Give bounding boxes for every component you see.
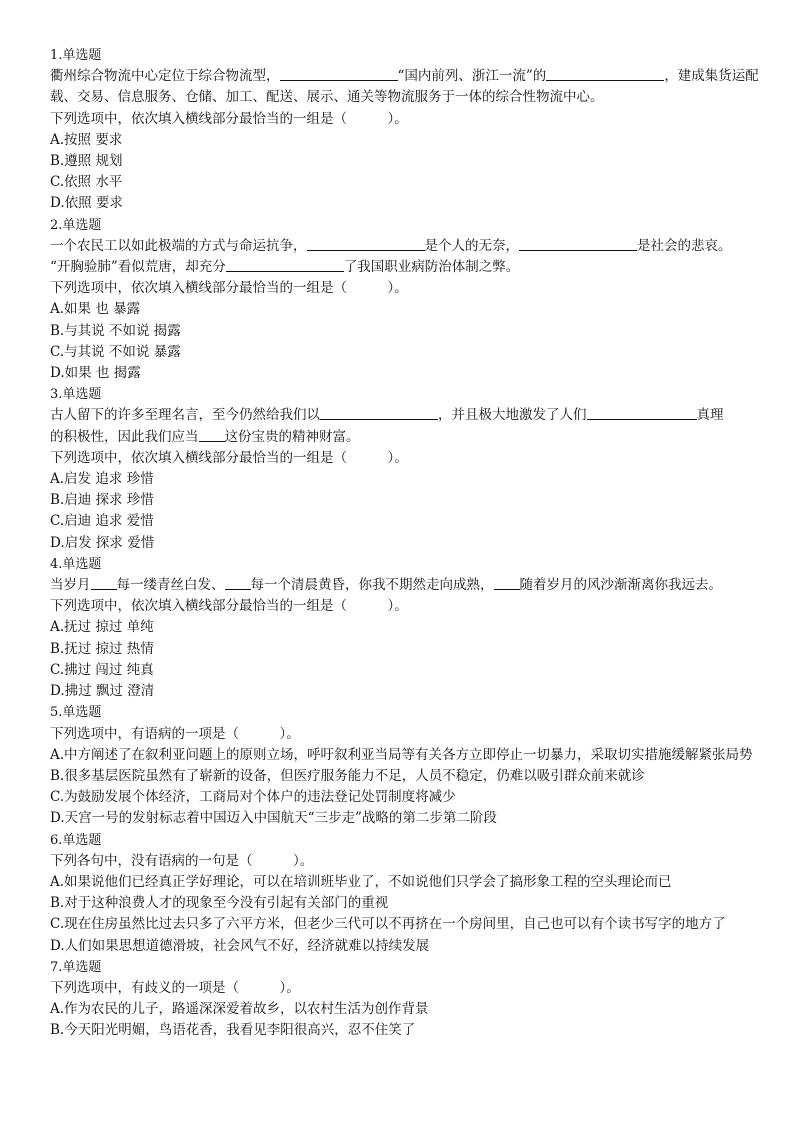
question-title: 6.单选题 xyxy=(50,832,102,848)
option-b[interactable]: B.今天阳光明媚，鸟语花香，我看见李阳很高兴，忍不住笑了 xyxy=(50,1022,416,1039)
question-prompt: 下列选项中，依次填入横线部分最恰当的一组是（ ）。 xyxy=(50,449,408,466)
fill-blank xyxy=(280,66,398,81)
option-d[interactable]: D.启发 探求 爱惜 xyxy=(50,534,155,551)
fill-blank xyxy=(519,236,637,251)
option-d[interactable]: D.天宫一号的发射标志着中国迈入中国航天“三步走”战略的第二步第二阶段 xyxy=(50,810,497,827)
fill-blank xyxy=(494,575,520,590)
option-a[interactable]: A.按照 要求 xyxy=(50,131,123,148)
question-1 xyxy=(50,45,770,215)
fill-blank xyxy=(225,575,251,590)
option-a[interactable]: A.启发 追求 珍惜 xyxy=(50,471,154,488)
option-c[interactable]: C.现在住房虽然比过去只多了六平方米，但老少三代可以不再挤在一个房间里，自己也可以有个读书写字的地方了 xyxy=(50,916,726,933)
stem-text: “国内前列、浙江一流”的 xyxy=(397,68,547,85)
option-c[interactable]: C.依照 水平 xyxy=(50,174,123,191)
stem-text: 的积极性，因此我们应当 xyxy=(50,428,199,445)
option-a[interactable]: A.中方阐述了在叙利亚问题上的原则立场，呼吁叙利亚当局等有关各方立即停止一切暴力，采取切实措施缓解紧张局势 xyxy=(50,746,753,763)
stem-text: 是个人的无奈， xyxy=(424,237,519,254)
stem-text: 一个农民工以如此极端的方式与命运抗争， xyxy=(50,237,307,254)
question-3 xyxy=(50,384,770,554)
option-b[interactable]: B.对于这种浪费人才的现象至今没有引起有关部门的重视 xyxy=(50,895,389,912)
question-stem xyxy=(50,257,770,278)
question-6 xyxy=(50,830,770,957)
option-b[interactable]: B.抚过 掠过 热情 xyxy=(50,640,154,657)
option-a[interactable]: A.如果 也 暴露 xyxy=(50,301,141,318)
question-title: 2.单选题 xyxy=(50,217,102,233)
option-c[interactable]: C.拂过 闯过 纯真 xyxy=(50,661,154,678)
question-5 xyxy=(50,702,770,829)
stem-text: 每一个清晨黄昏，你我不期然走向成熟， xyxy=(250,577,494,594)
stem-text: 真理 xyxy=(696,407,724,424)
fill-blank xyxy=(199,427,225,442)
exam-page xyxy=(50,45,770,1042)
option-d[interactable]: D.人们如果思想道德滑坡，社会风气不好，经济就难以持续发展 xyxy=(50,937,430,954)
stem-text: “开胸验肺”看似荒唐，却充分 xyxy=(50,259,226,276)
stem-text: 古人留下的许多至理名言，至今仍然给我们以 xyxy=(50,407,320,424)
option-d[interactable]: D.如果 也 揭露 xyxy=(50,365,141,382)
fill-blank xyxy=(91,575,117,590)
stem-text: 每一缕青丝白发、 xyxy=(116,577,225,594)
option-c[interactable]: C.启迪 追求 爱惜 xyxy=(50,513,154,530)
fill-blank xyxy=(226,257,344,272)
question-title: 3.单选题 xyxy=(50,387,102,403)
stem-text: 随着岁月的风沙渐渐离你我远去。 xyxy=(519,577,722,594)
question-2 xyxy=(50,215,770,385)
stem-text: 了我国职业病防治体制之弊。 xyxy=(343,259,520,276)
option-d[interactable]: D.依照 要求 xyxy=(50,195,123,212)
option-d[interactable]: D.拂过 飘过 澄清 xyxy=(50,683,155,700)
question-prompt: 下列各句中，没有语病的一句是（ ）。 xyxy=(50,852,314,869)
question-title: 7.单选题 xyxy=(50,959,102,975)
stem-text: 当岁月 xyxy=(50,577,91,594)
fill-blank xyxy=(320,405,438,420)
question-stem xyxy=(50,66,770,108)
option-b[interactable]: B.启迪 探求 珍惜 xyxy=(50,492,154,509)
stem-text: 这份宝贵的精神财富。 xyxy=(224,428,360,445)
option-c[interactable]: C.与其说 不如说 暴露 xyxy=(50,343,181,360)
stem-text: 是社会的悲哀。 xyxy=(637,237,732,254)
question-stem xyxy=(50,405,770,426)
option-b[interactable]: B.很多基层医院虽然有了崭新的设备，但医疗服务能力不足，人员不稳定，仍难以吸引群众前来就诊 xyxy=(50,767,645,784)
question-title: 4.单选题 xyxy=(50,556,102,572)
question-title: 5.单选题 xyxy=(50,705,102,721)
question-7 xyxy=(50,957,770,1042)
stem-text: ，并且极大地激发了人们 xyxy=(438,407,587,424)
option-a[interactable]: A.如果说他们已经真正学好理论，可以在培训班毕业了，不如说他们只学会了搞形象工程的空头理论而已 xyxy=(50,873,672,890)
question-stem xyxy=(50,427,770,448)
fill-blank xyxy=(587,405,697,420)
question-stem xyxy=(50,236,770,257)
question-prompt: 下列选项中，有歧义的一项是（ ）。 xyxy=(50,979,300,996)
question-prompt: 下列选项中，依次填入横线部分最恰当的一组是（ ）。 xyxy=(50,598,408,615)
question-prompt: 下列选项中，有语病的一项是（ ）。 xyxy=(50,725,300,742)
question-4 xyxy=(50,554,770,702)
option-b[interactable]: B.遵照 规划 xyxy=(50,153,123,170)
stem-text: ，建成集货运配载、交易、信息服务、仓储、加工、配送、展示、通关等物流服务于一体的综合性物流中心。 xyxy=(50,68,759,106)
option-b[interactable]: B.与其说 不如说 揭露 xyxy=(50,322,181,339)
stem-text: 衢州综合物流中心定位于综合物流型， xyxy=(50,68,280,85)
question-stem xyxy=(50,575,770,596)
option-a[interactable]: A.抚过 掠过 单纯 xyxy=(50,619,154,636)
fill-blank xyxy=(307,236,425,251)
question-title: 1.单选题 xyxy=(50,48,102,63)
question-prompt: 下列选项中，依次填入横线部分最恰当的一组是（ ）。 xyxy=(50,110,408,127)
option-c[interactable]: C.为鼓励发展个体经济，工商局对个体户的违法登记处罚制度将减少 xyxy=(50,789,456,806)
fill-blank xyxy=(546,66,664,81)
option-a[interactable]: A.作为农民的儿子，路遥深深爱着故乡，以农村生活为创作背景 xyxy=(50,1001,429,1018)
question-prompt: 下列选项中，依次填入横线部分最恰当的一组是（ ）。 xyxy=(50,280,408,297)
